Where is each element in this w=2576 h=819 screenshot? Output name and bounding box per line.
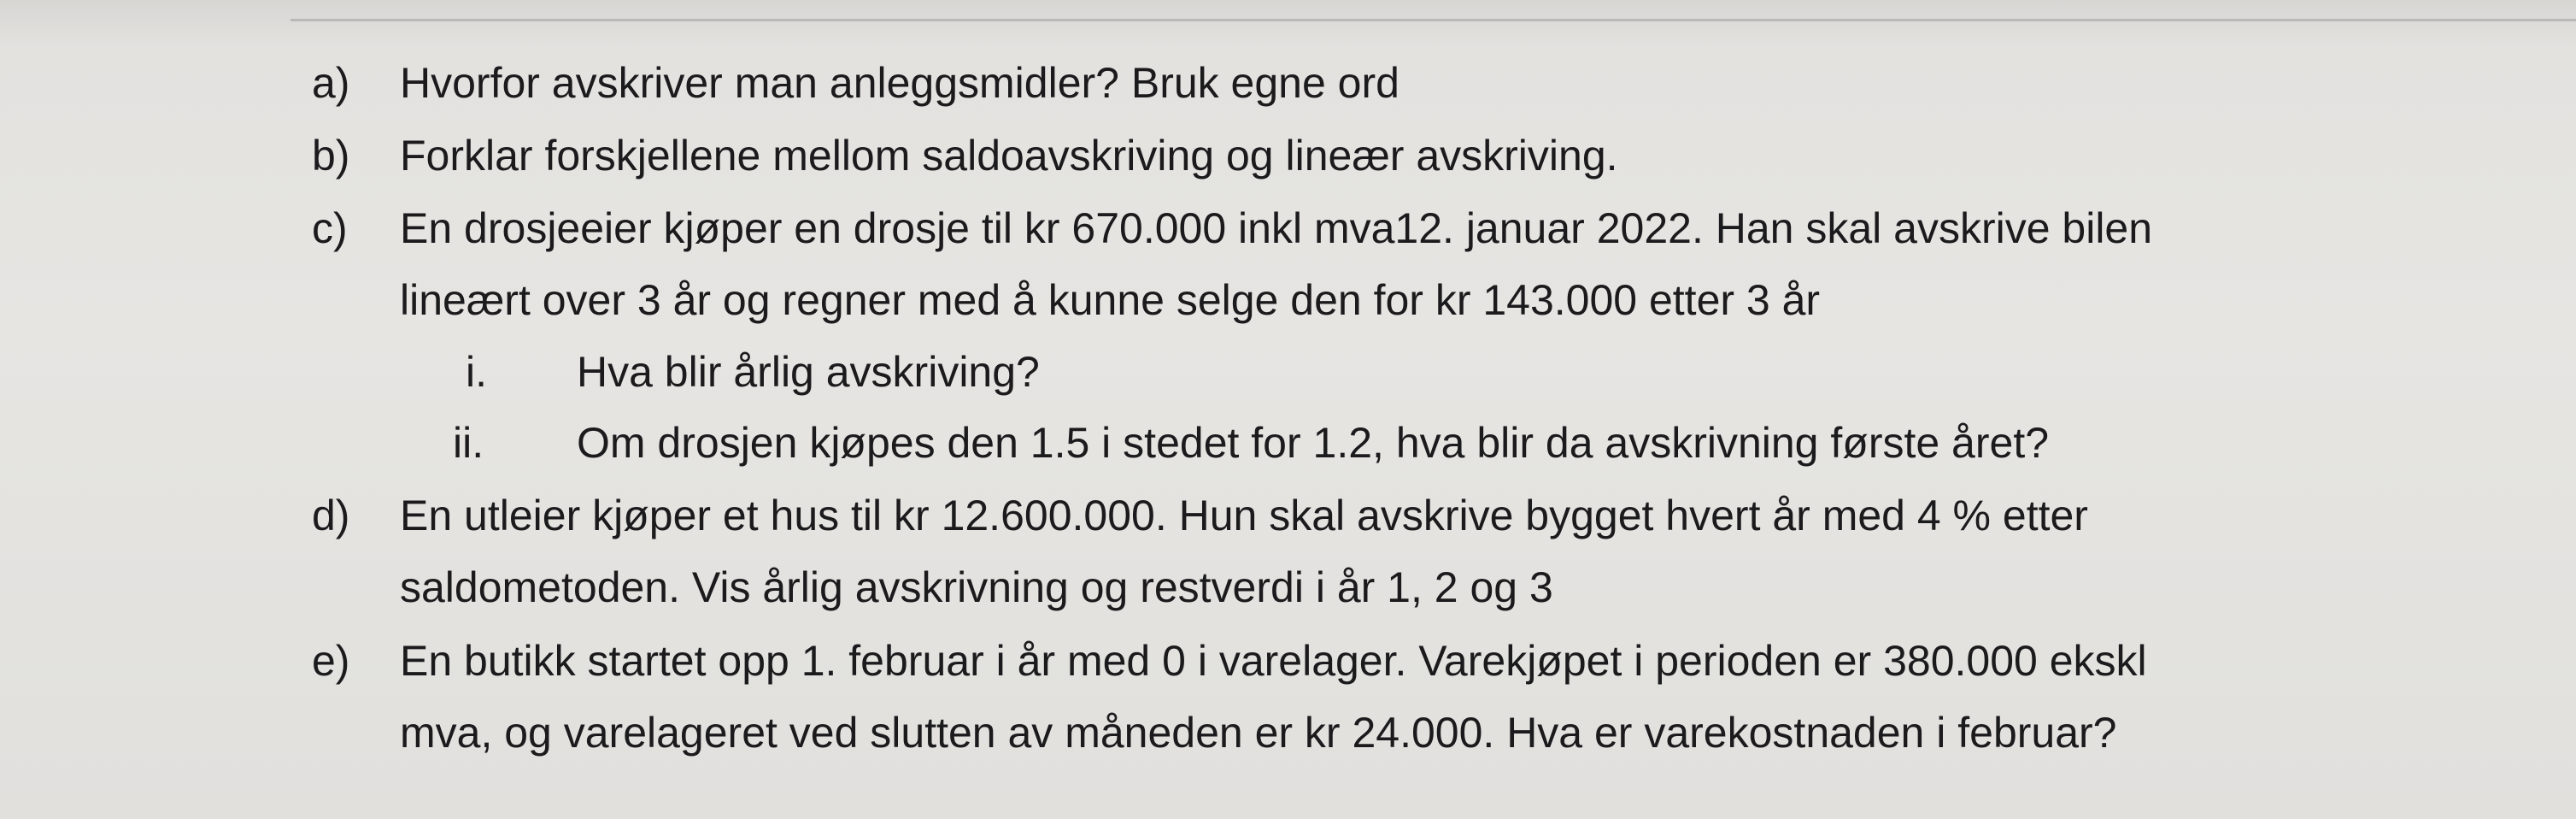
question-c-line-1: En drosjeeier kjøper en drosje til kr 670.000 inkl mva12. januar 2022. Han skal avskrive bilen: [400, 204, 2153, 252]
question-a-marker: a): [312, 59, 350, 107]
question-c-sub-i-marker: i.: [466, 348, 487, 396]
question-c-marker: c): [312, 204, 348, 252]
question-c-sub-ii-text: Om drosjen kjøpes den 1.5 i stedet for 1.2, hva blir da avskrivning første året?: [577, 419, 2050, 467]
question-e-line-1: En butikk startet opp 1. februar i år med 0 i varelager. Varekjøpet i perioden er 380.000 ekskl: [400, 637, 2147, 685]
question-d-line-1: En utleier kjøper et hus til kr 12.600.000. Hun skal avskrive bygget hvert år med 4 % etter: [400, 492, 2088, 539]
question-d-marker: d): [312, 492, 350, 539]
question-c-sub-i-text: Hva blir årlig avskriving?: [577, 348, 1040, 396]
question-c-sub-ii-marker: ii.: [453, 419, 484, 467]
question-e-line-2: mva, og varelageret ved slutten av måneden er kr 24.000. Hva er varekostnaden i februar?: [400, 709, 2117, 757]
top-divider: [290, 19, 2576, 21]
question-a-line-1: Hvorfor avskriver man anleggsmidler? Bruk egne ord: [400, 59, 1399, 107]
question-d-line-2: saldometoden. Vis årlig avskrivning og restverdi i år 1, 2 og 3: [400, 563, 1553, 611]
question-c-line-2: lineært over 3 år og regner med å kunne selge den for kr 143.000 etter 3 år: [400, 276, 1821, 324]
question-e-marker: e): [312, 637, 350, 685]
question-b-marker: b): [312, 132, 350, 180]
question-b-line-1: Forklar forskjellene mellom saldoavskriving og lineær avskriving.: [400, 132, 1618, 180]
